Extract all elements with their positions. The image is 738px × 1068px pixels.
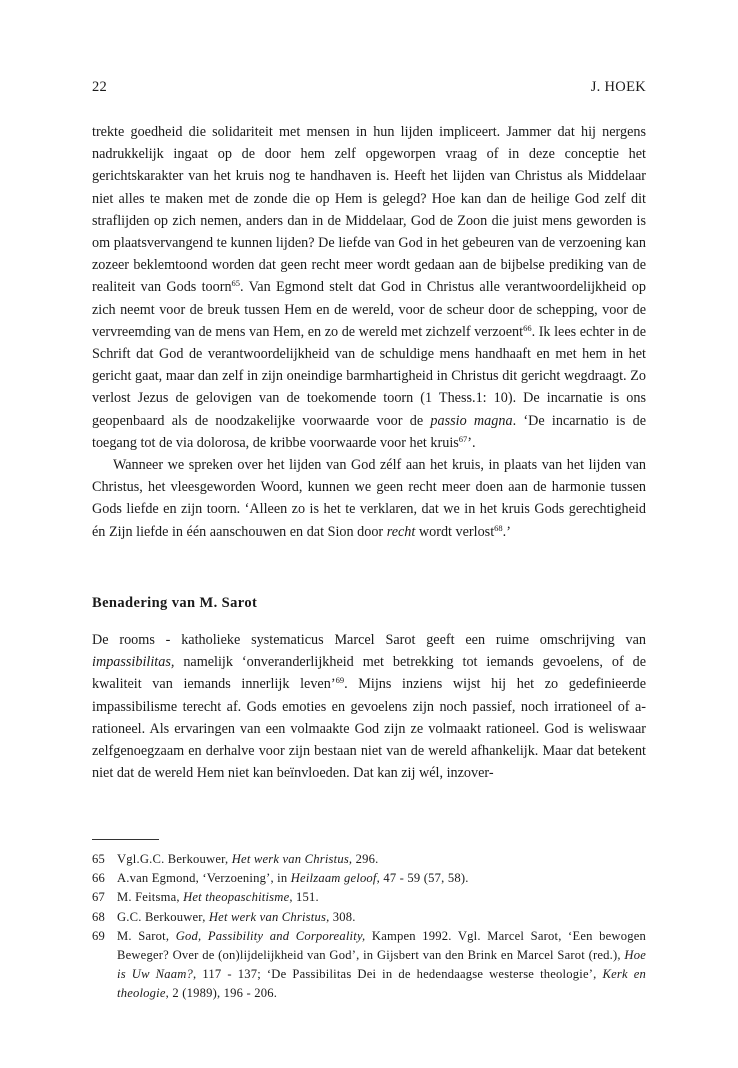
- footnote-number: 67: [92, 890, 105, 905]
- section-text: [92, 629, 646, 784]
- footnote-68: [92, 908, 646, 927]
- footnotes: [92, 850, 646, 1004]
- italic-term: impassibilitas,: [92, 654, 175, 671]
- main-text: [92, 121, 646, 543]
- text-run: . Van Egmond stelt dat God in Christus alle verantwoordelijkheid op zich neemt voor de breuk tussen Hem en de wereld, voor de scheur door de schepping, voor de vervreemding van de mens van Hem, en zo de wereld met zichzelf verzoent: [92, 279, 646, 340]
- footnote-ref-69: 69: [335, 675, 345, 686]
- footnote-text: [117, 850, 646, 869]
- paragraph-2: [92, 454, 646, 543]
- text-run: A.van Egmond, ‘Verzoening’, in: [117, 871, 291, 886]
- text-run: Vgl.G.C. Berkouwer,: [117, 852, 232, 866]
- text-run: Kampen 1992. Vgl. Marcel Sarot, ‘Een bewogen Beweger? Over de (on)lijdelijkheid van God’, in Gijsbert van den Brink en Marcel Sarot (red.),: [117, 928, 646, 963]
- text-run: wordt verlost: [415, 523, 495, 540]
- running-header: [92, 79, 646, 96]
- italic-title: God, Passibility and Corporeality,: [175, 928, 366, 943]
- footnote-text: [117, 927, 646, 1004]
- text-run: .’: [502, 523, 511, 540]
- footnote-65: [92, 850, 646, 869]
- text-run: 308.: [329, 909, 356, 924]
- italic-term: passio magna: [430, 412, 513, 429]
- footnote-69: [92, 927, 646, 1004]
- footnote-text: [117, 908, 646, 927]
- text-run: , 2 (1989), 196 - 206.: [165, 986, 278, 1001]
- text-run: , 151.: [289, 890, 319, 905]
- text-run: 296.: [352, 852, 379, 866]
- footnote-ref-66: 66: [523, 322, 532, 333]
- paragraph-1: [92, 121, 646, 454]
- italic-title: Heilzaam geloof,: [290, 871, 380, 886]
- text-run: . ‘De incarnatio is de toegang tot de via dolorosa, de kribbe voorwaarde voor het kruis: [92, 412, 647, 451]
- running-author: J. HOEK: [590, 79, 646, 95]
- text-run: G.C. Berkouwer,: [117, 909, 209, 924]
- text-run: namelijk ‘onveranderlijkheid met betrekking tot iemands gevoelens, of de kwaliteit van iemands innerlijk leven’: [92, 654, 646, 693]
- text-run: M. Feitsma,: [117, 890, 184, 905]
- text-run: trekte goedheid die solidariteit met mensen in hun lijden impliceert. Jammer dat hij nergens nadrukkelijk ingaat op de door hem zelf opgeworpen vraag of in deze conceptie het gerichtskarakter van het kruis nog te handhaven is. Heeft het lijden van Christus als Middelaar niet alles te maken met de zonde die op Hem is gelegd? Hoe kan dan de heilige God zelf dit straflijden op zich nemen, anders dan in de Middelaar, God de Zoon die juist mens geworden is om plaatsvervangend te kunnen lijden? De liefde van God in het gebeuren van de verzoening kan zozeer beklemtoond worden dat geen recht meer wordt gedaan aan de bijbelse prediking van de realiteit van Gods toorn: [92, 124, 646, 296]
- text-run: Wanneer we spreken over het lijden van God zélf aan het kruis, in plaats van het lijden van Christus, het vleesgeworden Woord, kunnen we geen recht meer doen aan de harmonie tussen Gods liefde en zijn toorn. ‘Alleen zo is het te verklaren, dat we in het kruis Gods gerechtigheid én Zijn liefde in één aanschouwen en dat Sion door: [92, 457, 646, 540]
- text-run: M. Sarot,: [117, 928, 176, 943]
- paragraph-3: [92, 629, 646, 784]
- text-run: , 117 - 137; ‘De Passibilitas Dei in de hedendaagse westerse theologie’,: [193, 967, 603, 982]
- footnote-ref-65: 65: [231, 278, 241, 289]
- footnote-text: [117, 869, 646, 888]
- italic-title: Kerk en theologie: [117, 967, 647, 1001]
- text-run: De rooms - katholieke systematicus Marcel Sarot geeft een ruime omschrijving van: [92, 632, 646, 648]
- footnote-divider: [92, 839, 159, 840]
- footnote-ref-67: 67: [458, 433, 468, 444]
- footnote-text: [117, 888, 646, 907]
- footnote-number: 65: [92, 852, 105, 866]
- footnote-number: 69: [92, 928, 105, 943]
- text-run: . Ik lees echter in de Schrift dat God de verantwoordelijkheid van de schuldige mens handhaaft en met hem in het gericht gaat, maar dan zelf in zijn oneindige barmhartigheid in Christus dit gericht wegdraagt. Zo verlost Jezus de gelovigen van de toekomende toorn (1 Thess.1: 10). De incarnatie is ons geopenbaard als de noodzakelijke voorwaarde voor de: [92, 323, 647, 429]
- page-number: 22: [92, 79, 108, 95]
- italic-title: Hoe is Uw Naam?: [117, 948, 646, 982]
- footnote-66: [92, 869, 646, 888]
- text-run: ’.: [467, 434, 476, 451]
- italic-title: Het werk van Christus,: [208, 909, 330, 924]
- italic-title: Het theopaschitisme: [183, 890, 290, 905]
- text-run: 47 - 59 (57, 58).: [379, 871, 469, 886]
- section-heading: Benadering van M. Sarot: [92, 595, 258, 611]
- footnote-number: 66: [92, 871, 105, 886]
- italic-title: Het werk van Christus,: [231, 852, 353, 866]
- text-run: . Mijns inziens wijst hij het zo gedefinieerde impassibilisme terecht af. Gods emoties en gevoelens zijn noch passief, noch irrationeel of a-rationeel. Als ervaringen van een volmaakte God zijn ze volmaakt rationeel. God is weliswaar zelfgenoegzaam en derhalve voor zijn bestaan niet van de wereld afhankelijk. Maar dat betekent niet dat de wereld Hem niet kan beïnvloeden. Dat kan zij wél, inzover-: [92, 676, 646, 782]
- footnote-ref-68: 68: [494, 522, 503, 533]
- footnote-number: 68: [92, 909, 105, 924]
- footnote-67: [92, 888, 646, 907]
- italic-term: recht: [386, 523, 416, 540]
